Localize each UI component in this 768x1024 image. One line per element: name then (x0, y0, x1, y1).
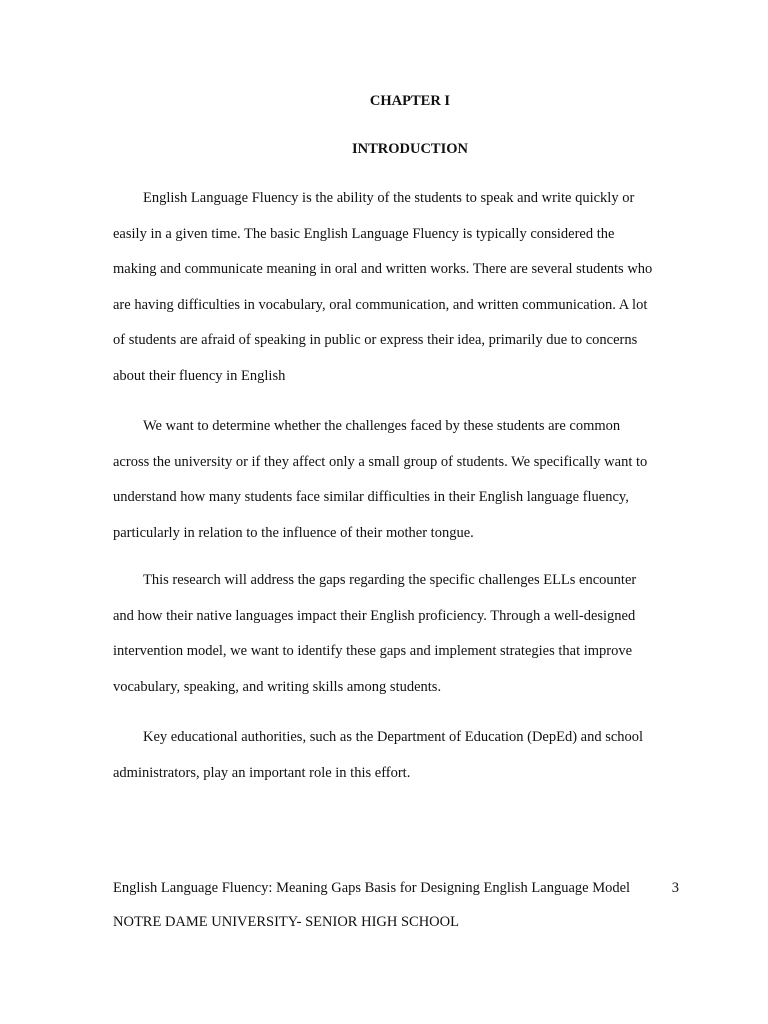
paragraph-line: across the university or if they affect only a small group of students. We specifically want to (113, 453, 648, 470)
paragraph-line: easily in a given time. The basic English Language Fluency is typically considered the (113, 225, 615, 242)
paragraph-line: administrators, play an important role in this effort. (113, 764, 411, 781)
paragraph-line: understand how many students face similar difficulties in their English language fluency, (113, 489, 629, 506)
paragraph-line: This research will address the gaps regarding the specific challenges ELLs encounter (143, 572, 637, 588)
institution-name: NOTRE DAME UNIVERSITY- SENIOR HIGH SCHOOL (113, 914, 459, 930)
section-title: INTRODUCTION (351, 141, 468, 157)
paragraph-line: vocabulary, speaking, and writing skills among students. (113, 678, 442, 695)
paragraph-line: of students are afraid of speaking in public or express their idea, primarily due to concerns (113, 332, 638, 349)
paragraph-2 (113, 409, 683, 551)
chapter-heading: CHAPTER I (369, 93, 451, 109)
page-number: 3 (671, 880, 679, 896)
paragraph-line: English Language Fluency is the ability of the students to speak and write quickly or (143, 190, 635, 206)
paragraph-line: particularly in relation to the influence of their mother tongue. (113, 524, 474, 541)
paragraph-line: intervention model, we want to identify these gaps and implement strategies that improve (113, 643, 633, 660)
paragraph-line: making and communicate meaning in oral and written works. There are several students who (113, 261, 653, 278)
paragraph-1 (113, 181, 683, 395)
paragraph-line: and how their native languages impact their English proficiency. Through a well-designed (113, 607, 636, 624)
paragraph-line: We want to determine whether the challenges faced by these students are common (143, 418, 621, 434)
paragraph-line: Key educational authorities, such as the Department of Education (DepEd) and school (143, 729, 644, 745)
page-footer (113, 880, 679, 897)
paragraph-line: about their fluency in English (113, 367, 286, 384)
paragraph-3 (113, 563, 683, 705)
paragraph-line: are having difficulties in vocabulary, oral communication, and written communication. A lot (113, 296, 648, 313)
running-title: English Language Fluency: Meaning Gaps Basis for Designing English Language Model (113, 880, 631, 896)
paragraph-4 (113, 720, 683, 791)
